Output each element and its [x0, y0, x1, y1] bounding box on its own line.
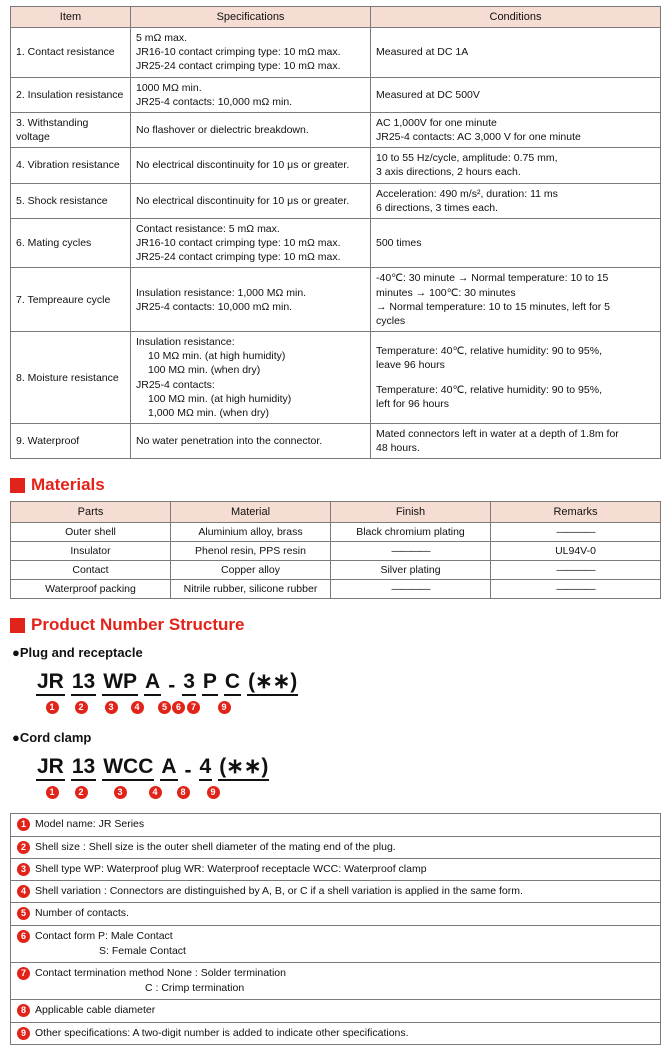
- product-number-structure-heading: [10, 615, 661, 635]
- code-segment-shell-variation: A: [160, 756, 177, 781]
- spec-condition: Measured at DC 500V: [371, 77, 661, 112]
- product-number-structure-label: Product Number Structure: [31, 615, 245, 635]
- material-remarks: UL94V-0: [491, 542, 661, 561]
- legend-text: Number of contacts.: [35, 907, 129, 920]
- code-badge-6: 6: [172, 701, 185, 714]
- red-square-icon: [10, 478, 25, 493]
- spec-condition: -40℃: 30 minute → Normal temperature: 10 to 15 minutes → 100℃: 30 minutes → Normal temperature: 10 to 15 minutes, left for 5 cycles: [371, 268, 661, 332]
- material-remarks: ————: [491, 561, 661, 580]
- code-badge-2: 2: [75, 701, 88, 714]
- column-header-item: Item: [11, 7, 131, 28]
- code-segment-shell-variation: A: [144, 671, 161, 696]
- code-badge-2: 2: [75, 786, 88, 799]
- material-finish: ————: [331, 542, 491, 561]
- spec-condition: Acceleration: 490 m/s², duration: 11 ms 6 directions, 3 times each.: [371, 183, 661, 218]
- plug-code-block: [10, 666, 661, 716]
- table-row: [11, 561, 661, 580]
- code-badge-4: 4: [149, 786, 162, 799]
- legend-row: [11, 881, 661, 903]
- legend-badge: 1: [17, 818, 30, 831]
- code-segment-other-spec: (∗∗): [247, 671, 298, 696]
- legend-badge: 6: [17, 930, 30, 943]
- legend-text: Model name: JR Series: [35, 818, 145, 831]
- spec-specification: No electrical discontinuity for 10 μs or greater.: [131, 148, 371, 183]
- code-badge-3: 3: [105, 701, 118, 714]
- spec-condition: Temperature: 40℃, relative humidity: 90 to 95%, leave 96 hours Temperature: 40℃, relative humidity: 90 to 95%, left for 96 hours: [371, 332, 661, 424]
- legend-row: [11, 925, 661, 962]
- code-segment-hyphen: -: [184, 759, 192, 783]
- legend-text: Applicable cable diameter: [35, 1004, 156, 1017]
- material-part: Contact: [11, 561, 171, 580]
- code-badge-8: 8: [177, 786, 190, 799]
- table-row: [11, 580, 661, 599]
- code-badge-4: 4: [131, 701, 144, 714]
- code-badge-1: 1: [46, 786, 59, 799]
- legend-text: Shell size : Shell size is the outer shell diameter of the mating end of the plug.: [35, 840, 396, 853]
- spec-condition: 500 times: [371, 218, 661, 268]
- legend-badge: 7: [17, 967, 30, 980]
- legend-badge: 4: [17, 885, 30, 898]
- column-header-parts: Parts: [11, 502, 171, 523]
- legend-badge: 9: [17, 1027, 30, 1040]
- code-segment-contacts: 3: [182, 671, 196, 696]
- spec-item: 1. Contact resistance: [11, 28, 131, 78]
- code-badge-1: 1: [46, 701, 59, 714]
- cord-clamp-subheading: ●Cord clamp: [12, 730, 92, 746]
- legend-table: [10, 813, 661, 1044]
- materials-heading-label: Materials: [31, 475, 105, 495]
- material-part: Outer shell: [11, 523, 171, 542]
- table-row: [11, 523, 661, 542]
- table-row: [11, 112, 661, 147]
- spec-item: 2. Insulation resistance: [11, 77, 131, 112]
- spec-specification: Contact resistance: 5 mΩ max. JR16-10 contact crimping type: 10 mΩ max. JR25-24 contact crimping type: 10 mΩ max.: [131, 218, 371, 268]
- legend-badge: 2: [17, 841, 30, 854]
- table-row: [11, 268, 661, 332]
- red-square-icon: [10, 618, 25, 633]
- plug-code-row: [10, 666, 661, 696]
- code-segment-shell-size: 13: [71, 756, 96, 781]
- legend-row: [11, 1000, 661, 1022]
- material-material: Aluminium alloy, brass: [171, 523, 331, 542]
- materials-table: [10, 501, 661, 599]
- material-remarks: ————: [491, 523, 661, 542]
- legend-text: C : Crimp termination: [145, 982, 245, 995]
- table-header-row: [11, 7, 661, 28]
- code-badge-5: 5: [158, 701, 171, 714]
- legend-badge: 3: [17, 863, 30, 876]
- spec-specification: 5 mΩ max. JR16-10 contact crimping type: 10 mΩ max. JR25-24 contact crimping type: 10 mΩ max.: [131, 28, 371, 78]
- material-part: Insulator: [11, 542, 171, 561]
- spec-item: 3. Withstanding voltage: [11, 112, 131, 147]
- column-header-conditions: Conditions: [371, 7, 661, 28]
- legend-text: Other specifications: A two-digit number is added to indicate other specifications.: [35, 1026, 409, 1039]
- material-finish: ————: [331, 580, 491, 599]
- legend-text: Shell type WP: Waterproof plug WR: Waterproof receptacle WCC: Waterproof clamp: [35, 862, 427, 875]
- spec-specification: 1000 MΩ min. JR25-4 contacts: 10,000 mΩ min.: [131, 77, 371, 112]
- table-header-row: [11, 502, 661, 523]
- table-row: [11, 148, 661, 183]
- cord-code-row: [10, 751, 661, 781]
- code-badge-7: 7: [187, 701, 200, 714]
- table-row: [11, 28, 661, 78]
- code-segment-shell-size: 13: [71, 671, 96, 696]
- materials-heading: [10, 475, 661, 495]
- code-segment-shell-type: WP: [102, 671, 138, 696]
- code-segment-other-spec: (∗∗): [218, 756, 269, 781]
- legend-badge: 8: [17, 1004, 30, 1017]
- code-badge-3: 3: [114, 786, 127, 799]
- spec-specification: Insulation resistance: 10 MΩ min. (at high humidity) 100 MΩ min. (when dry) JR25-4 contacts: 100 MΩ min. (at high humidity) 1,000 MΩ min. (when dry): [131, 332, 371, 424]
- column-header-finish: Finish: [331, 502, 491, 523]
- material-finish: Black chromium plating: [331, 523, 491, 542]
- legend-row: [11, 814, 661, 836]
- material-finish: Silver plating: [331, 561, 491, 580]
- spec-condition: AC 1,000V for one minute JR25-4 contacts: AC 3,000 V for one minute: [371, 112, 661, 147]
- code-badge-9: 9: [207, 786, 220, 799]
- material-material: Nitrile rubber, silicone rubber: [171, 580, 331, 599]
- table-row: [11, 542, 661, 561]
- column-header-material: Material: [171, 502, 331, 523]
- code-segment-hyphen: -: [168, 674, 176, 698]
- legend-text: Shell variation : Connectors are distinguished by A, B, or C if a shell variation is applied in the same form.: [35, 885, 523, 898]
- legend-row: [11, 1022, 661, 1044]
- table-row: [11, 424, 661, 459]
- spec-condition: 10 to 55 Hz/cycle, amplitude: 0.75 mm, 3 axis directions, 2 hours each.: [371, 148, 661, 183]
- code-segment-shell-type: WCC: [102, 756, 154, 781]
- legend-text: S: Female Contact: [99, 944, 186, 957]
- spec-specification: No electrical discontinuity for 10 μs or greater.: [131, 183, 371, 218]
- plug-and-receptacle-subheading: ●Plug and receptacle: [12, 645, 143, 661]
- cord-code-block: [10, 751, 661, 801]
- legend-row: [11, 836, 661, 858]
- table-row: [11, 332, 661, 424]
- legend-row: [11, 858, 661, 880]
- specifications-table: [10, 6, 661, 459]
- spec-item: 8. Moisture resistance: [11, 332, 131, 424]
- legend-text: Contact termination method None : Solder termination: [35, 967, 286, 979]
- code-segment-model: JR: [36, 756, 65, 781]
- table-row: [11, 77, 661, 112]
- legend-text: Contact form P: Male Contact: [35, 929, 173, 942]
- spec-condition: Measured at DC 1A: [371, 28, 661, 78]
- material-remarks: ————: [491, 580, 661, 599]
- code-segment-model: JR: [36, 671, 65, 696]
- spec-specification: Insulation resistance: 1,000 MΩ min. JR25-4 contacts: 10,000 mΩ min.: [131, 268, 371, 332]
- code-badge-9: 9: [218, 701, 231, 714]
- material-part: Waterproof packing: [11, 580, 171, 599]
- code-segment-cable-diameter: 4: [199, 756, 213, 781]
- spec-item: 5. Shock resistance: [11, 183, 131, 218]
- legend-badge: 5: [17, 907, 30, 920]
- spec-item: 9. Waterproof: [11, 424, 131, 459]
- table-row: [11, 183, 661, 218]
- column-header-remarks: Remarks: [491, 502, 661, 523]
- table-row: [11, 218, 661, 268]
- plug-badge-row: [10, 698, 661, 716]
- code-segment-termination: C: [224, 671, 241, 696]
- spec-specification: No flashover or dielectric breakdown.: [131, 112, 371, 147]
- legend-row: [11, 903, 661, 925]
- spec-specification: No water penetration into the connector.: [131, 424, 371, 459]
- spec-item: 6. Mating cycles: [11, 218, 131, 268]
- code-segment-contact-form: P: [202, 671, 218, 696]
- column-header-specifications: Specifications: [131, 7, 371, 28]
- cord-badge-row: [10, 783, 661, 801]
- material-material: Copper alloy: [171, 561, 331, 580]
- spec-item: 4. Vibration resistance: [11, 148, 131, 183]
- material-material: Phenol resin, PPS resin: [171, 542, 331, 561]
- legend-row: [11, 963, 661, 1000]
- spec-condition: Mated connectors left in water at a depth of 1.8m for 48 hours.: [371, 424, 661, 459]
- spec-item: 7. Tempreaure cycle: [11, 268, 131, 332]
